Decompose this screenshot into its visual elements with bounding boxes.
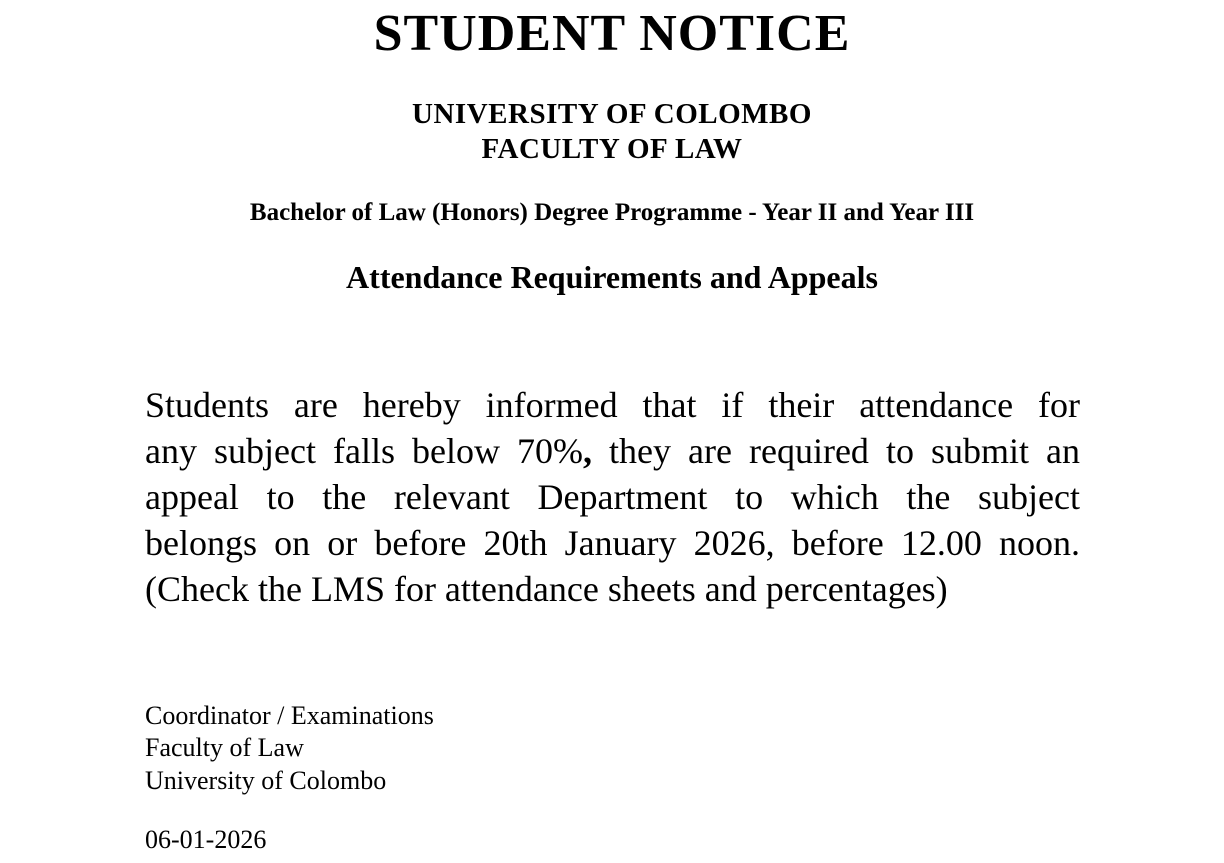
body-line-2-comma: , bbox=[583, 431, 592, 471]
notice-body bbox=[145, 382, 1080, 612]
notice-date: 06-01-2026 bbox=[145, 825, 267, 854]
university-name: UNIVERSITY OF COLOMBO bbox=[412, 98, 812, 130]
body-line-2-end: they are required to submit an bbox=[592, 431, 1080, 471]
notice-title: STUDENT NOTICE bbox=[373, 5, 851, 62]
notice-subject: Attendance Requirements and Appeals bbox=[346, 259, 878, 295]
signature-university: University of Colombo bbox=[145, 766, 387, 795]
body-line-2 bbox=[145, 428, 1080, 474]
body-line-2-start: any subject falls below 70% bbox=[145, 431, 583, 471]
programme-name: Bachelor of Law (Honors) Degree Programme - Year II and Year III bbox=[249, 199, 975, 226]
body-line-5: (Check the LMS for attendance sheets and percentages) bbox=[145, 569, 948, 609]
signature-faculty: Faculty of Law bbox=[145, 733, 304, 762]
body-line-1: Students are hereby informed that if their attendance for bbox=[145, 385, 1080, 425]
signature-role: Coordinator / Examinations bbox=[145, 701, 434, 730]
body-line-3: appeal to the relevant Department to which the subject bbox=[145, 477, 1080, 517]
body-line-4: belongs on or before 20th January 2026, before 12.00 noon. bbox=[145, 523, 1080, 563]
faculty-name: FACULTY OF LAW bbox=[481, 133, 743, 165]
